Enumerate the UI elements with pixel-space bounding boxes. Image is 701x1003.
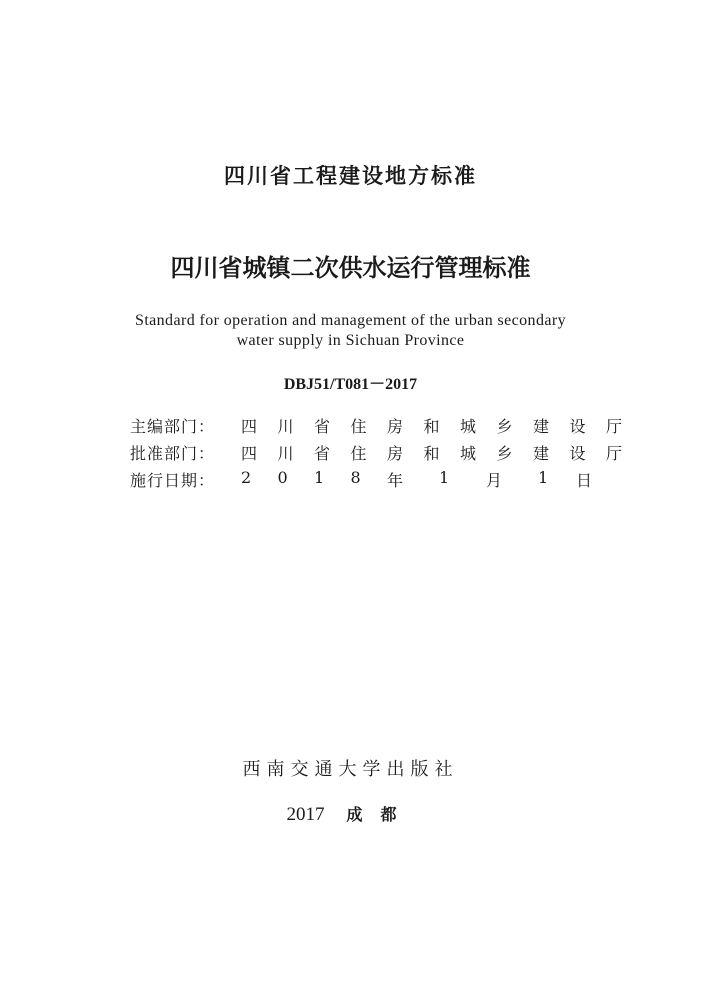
standard-title-cn: 四川省城镇二次供水运行管理标准 xyxy=(170,254,531,282)
date-char: 1 xyxy=(439,468,450,487)
standard-info-block xyxy=(130,412,643,493)
editor-char: 省 xyxy=(314,417,331,436)
title-en-line-1: Standard for operation and management of the urban secondary xyxy=(135,312,566,329)
date-char: 8 xyxy=(350,468,361,487)
editor-char: 建 xyxy=(533,417,550,436)
editor-char: 川 xyxy=(277,417,294,436)
effective-date-row xyxy=(130,466,643,493)
editor-char: 设 xyxy=(569,417,586,436)
date-char: 1 xyxy=(538,468,549,487)
effective-date-value xyxy=(241,468,613,491)
date-char: 日 xyxy=(576,471,593,490)
editor-char: 乡 xyxy=(496,417,513,436)
editor-char: 房 xyxy=(387,417,404,436)
effective-date-label: 施行日期： xyxy=(130,471,216,490)
date-char: 0 xyxy=(277,468,288,487)
standard-code: DBJ51/T081－2017 xyxy=(283,376,418,393)
publication-line xyxy=(0,802,701,826)
approver-char: 住 xyxy=(350,444,367,463)
editor-char: 城 xyxy=(460,417,477,436)
approver-char: 厅 xyxy=(606,444,623,463)
date-char: 1 xyxy=(314,468,325,487)
date-char: 2 xyxy=(241,468,252,487)
approver-char: 省 xyxy=(314,444,331,463)
series-title: 四川省工程建设地方标准 xyxy=(224,164,477,188)
editor-char: 住 xyxy=(350,417,367,436)
approver-char: 设 xyxy=(569,444,586,463)
approver-char: 城 xyxy=(460,444,477,463)
editor-value xyxy=(241,414,643,437)
title-en-line-2: water supply in Sichuan Province xyxy=(236,332,465,349)
standard-title-en xyxy=(0,311,701,351)
editor-char: 厅 xyxy=(606,417,623,436)
publication-city: 成都 xyxy=(346,805,415,824)
date-char: 月 xyxy=(486,471,503,490)
approver-char: 乡 xyxy=(496,444,513,463)
approver-char: 和 xyxy=(423,444,440,463)
approver-value xyxy=(241,441,643,464)
approver-char: 建 xyxy=(533,444,550,463)
approver-char: 房 xyxy=(387,444,404,463)
editor-row xyxy=(130,412,643,439)
editor-label: 主编部门： xyxy=(130,417,216,436)
editor-char: 四 xyxy=(241,417,258,436)
approver-label: 批准部门： xyxy=(130,444,216,463)
publication-year: 2017 xyxy=(286,804,325,825)
approver-char: 四 xyxy=(241,444,258,463)
publisher-name: 西南交通大学出版社 xyxy=(242,759,459,780)
approver-row xyxy=(130,439,643,466)
date-char: 年 xyxy=(387,471,404,490)
approver-char: 川 xyxy=(277,444,294,463)
editor-char: 和 xyxy=(423,417,440,436)
